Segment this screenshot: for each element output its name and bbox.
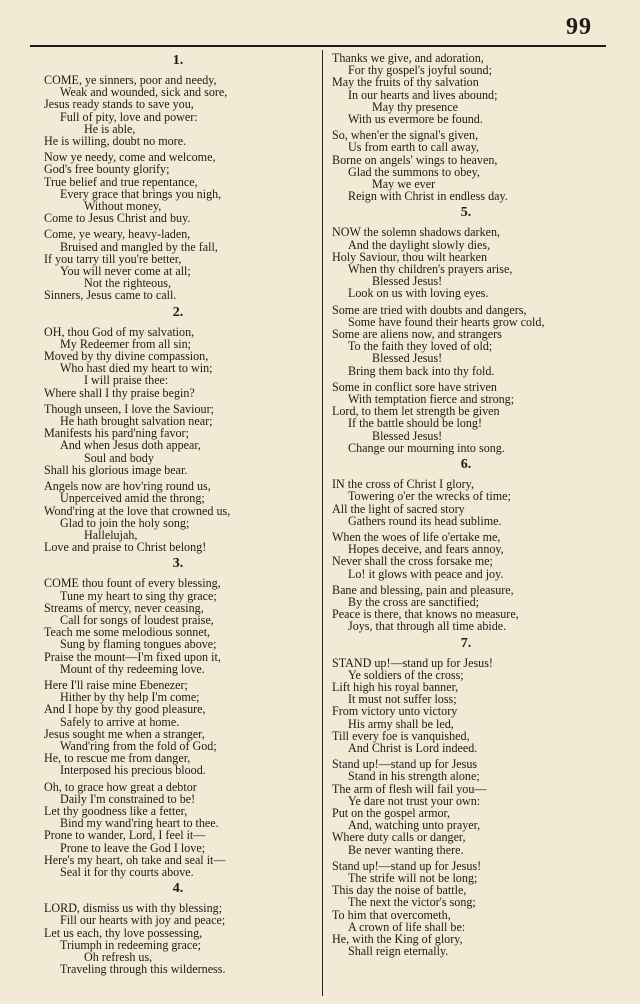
- hymn-line: Stand in his strength alone;: [348, 769, 480, 784]
- hymn-line: And, watching unto prayer,: [348, 818, 481, 833]
- hymn-line: Oh, to grace how great a debtor: [44, 779, 197, 794]
- hymn-line: Glad to join the holy song;: [60, 515, 190, 530]
- hymn-line: Bane and blessing, pain and pleasure,: [332, 582, 514, 597]
- hymn-line: May thy presence: [372, 99, 458, 114]
- hymn-line: Blessed Jesus!: [372, 351, 443, 366]
- hymn-line: He is willing, doubt no more.: [44, 134, 187, 149]
- stanza: [332, 860, 600, 958]
- hymn-number: 2.: [172, 304, 184, 320]
- stanza: [332, 304, 600, 377]
- hymn-line: Blessed Jesus!: [372, 428, 443, 443]
- hymn-line: May the fruits of thy salvation: [332, 75, 479, 90]
- hymn-line: Bring them back into thy fold.: [348, 363, 495, 378]
- hymn-line: Prone to leave the God I love;: [60, 840, 206, 855]
- hymn-line: Some in conflict sore have striven: [332, 379, 497, 394]
- hymn-line: COME, ye sinners, poor and needy,: [44, 73, 217, 87]
- hymn: [332, 637, 600, 958]
- hymn-line: Who hast died my heart to win;: [60, 361, 213, 376]
- hymn-line: Love and praise to Christ belong!: [44, 540, 207, 555]
- hymn-line: NOW the solemn shadows darken,: [332, 225, 501, 240]
- hymn-line: He is able,: [84, 121, 136, 136]
- hymn-line: Stand up!—stand up for Jesus!: [332, 858, 482, 873]
- hymn-line: He, with the King of glory,: [332, 932, 463, 946]
- column-divider: [322, 50, 323, 996]
- hymn: [44, 557, 312, 878]
- hymn-line: Every grace that brings you nigh,: [60, 186, 222, 201]
- hymn-number: 6.: [460, 457, 472, 473]
- hymn-line: Interposed his precious blood.: [60, 763, 206, 778]
- hymn-line: Lift high his royal banner,: [332, 679, 459, 694]
- hymn-line: STAND up!—stand up for Jesus!: [332, 655, 493, 670]
- hymn-line: Now ye needy, come and welcome,: [44, 150, 216, 165]
- page-number: 99: [566, 14, 592, 40]
- hymn-line: LORD, dismiss us with thy blessing;: [44, 901, 223, 916]
- hymn-line: Triumph in redeeming grace;: [60, 937, 201, 952]
- hymn-line: Where duty calls or danger,: [332, 830, 466, 845]
- hymn-line: And when Jesus doth appear,: [60, 438, 201, 453]
- stanza: [44, 228, 312, 301]
- hymn-line: Be never wanting there.: [348, 842, 464, 857]
- hymn-line: COME thou fount of every blessing,: [44, 576, 221, 591]
- hymn-line: Borne on angels' wings to heaven,: [332, 152, 498, 167]
- hymn-line: Oh refresh us,: [84, 950, 153, 964]
- hymn-line: From victory unto victory: [332, 704, 458, 719]
- hymn-line: Jesus sought me when a stranger,: [44, 726, 205, 741]
- hymn-line: I will praise thee:: [84, 373, 169, 388]
- hymn-line: Fill our hearts with joy and peace;: [60, 913, 226, 928]
- hymn-line: Wond'ring at the love that crowned us,: [44, 503, 231, 518]
- hymn: [44, 306, 312, 554]
- hymn-line: Glad the summons to obey,: [348, 164, 480, 179]
- hymn-number: 3.: [172, 556, 184, 572]
- hymn-line: Lord, to them let strength be given: [332, 404, 500, 419]
- hymn-line: In our hearts and lives abound;: [348, 87, 498, 102]
- hymn-line: Seal it for thy courts above.: [60, 864, 194, 879]
- stanza: [44, 902, 312, 975]
- left-column: [44, 52, 312, 994]
- hymn-line: His army shall be led,: [348, 716, 454, 731]
- hymn-line: Gathers round its head sublime.: [348, 513, 502, 528]
- hymn-line: Angels now are hov'ring round us,: [44, 479, 211, 494]
- stanza: [332, 758, 600, 856]
- hymn-line: Weak and wounded, sick and sore,: [60, 85, 228, 100]
- hymn-line: Look on us with loving eyes.: [348, 286, 489, 301]
- hymn-number: 5.: [460, 205, 472, 221]
- hymn-line: Praise the mount—I'm fixed upon it,: [44, 649, 221, 664]
- hymn-line: True belief and true repentance,: [44, 174, 198, 189]
- hymn-line: A crown of life shall be:: [348, 919, 466, 934]
- hymn-line: The arm of flesh will fail you—: [332, 781, 487, 796]
- hymn-line: You will never come at all;: [60, 264, 191, 279]
- stanza: [44, 74, 312, 147]
- stanza: [332, 478, 600, 527]
- hymn-line: By the cross are sanctified;: [348, 594, 479, 609]
- hymn-line: Joys, that through all time abide.: [348, 619, 507, 634]
- hymn-line: For thy gospel's joyful sound;: [348, 63, 492, 78]
- hymn-line: It must not suffer loss;: [348, 692, 457, 707]
- hymn-line: Teach me some melodious sonnet,: [44, 625, 211, 640]
- hymn-line: To him that overcometh,: [332, 907, 451, 922]
- hymn-line: Till every foe is vanquished,: [332, 728, 470, 743]
- hymn-line: Tune my heart to sing thy grace;: [60, 588, 217, 603]
- hymn-line: God's free bounty glorify;: [44, 162, 170, 177]
- hymn-line: Bind my wand'ring heart to thee.: [60, 816, 219, 831]
- hymn-line: Let us each, thy love possessing,: [44, 925, 203, 940]
- hymn-line: IN the cross of Christ I glory,: [332, 477, 474, 492]
- hymn-line: Full of pity, love and power:: [60, 109, 198, 124]
- hymn: [44, 54, 312, 302]
- hymn-line: Never shall the cross forsake me;: [332, 554, 493, 569]
- hymn-line: Come, ye weary, heavy-laden,: [44, 227, 191, 242]
- hymn-line: And Christ is Lord indeed.: [348, 740, 478, 755]
- hymn-line: Moved by thy divine compassion,: [44, 349, 209, 364]
- hymn-line: Safely to arrive at home.: [60, 714, 180, 729]
- hymn: [332, 458, 600, 632]
- hymn-number: 4.: [172, 881, 184, 897]
- hymn-line: OH, thou God of my salvation,: [44, 324, 195, 339]
- stanza: [44, 781, 312, 879]
- stanza: [44, 403, 312, 476]
- hymn-line: Streams of mercy, never ceasing,: [44, 600, 204, 615]
- hymn-line: Stand up!—stand up for Jesus: [332, 757, 478, 772]
- stanza: [44, 679, 312, 777]
- hymn-number: 7.: [460, 635, 472, 651]
- header-rule: [30, 45, 606, 47]
- hymn-line: Thanks we give, and adoration,: [332, 51, 484, 65]
- hymn-line: If you tarry till you're better,: [44, 251, 182, 266]
- hymn-line: Bruised and mangled by the fall,: [60, 239, 218, 254]
- hymn: [332, 206, 600, 454]
- stanza: [332, 226, 600, 299]
- hymn-line: Holy Saviour, thou wilt hearken: [332, 249, 488, 264]
- hymn-line: Come to Jesus Christ and buy.: [44, 211, 191, 226]
- hymn-line: With us evermore be found.: [348, 112, 483, 127]
- hymn-line: This day the noise of battle,: [332, 883, 467, 898]
- hymn-line: With temptation fierce and strong;: [348, 392, 515, 407]
- stanza: [44, 577, 312, 675]
- hymn-line: Peace is there, that knows no measure,: [332, 607, 519, 622]
- hymn-line: So, when'er the signal's given,: [332, 128, 479, 143]
- hymn-line: To the faith they loved of old;: [348, 339, 493, 354]
- hymn-line: Hither by thy help I'm come;: [60, 690, 200, 705]
- hymn-line: When the woes of life o'ertake me,: [332, 529, 501, 544]
- hymn-line: Sinners, Jesus came to call.: [44, 288, 177, 303]
- stanza: [332, 52, 600, 125]
- hymn-line: Jesus ready stands to save you,: [44, 97, 194, 112]
- hymn-line: Reign with Christ in endless day.: [348, 189, 508, 204]
- hymn-line: Soul and body: [84, 450, 154, 465]
- stanza: [44, 480, 312, 553]
- hymn-line: Wand'ring from the fold of God;: [60, 738, 217, 753]
- hymn-line: Not the righteous,: [84, 276, 171, 291]
- hymn-line: Some are aliens now, and strangers: [332, 327, 502, 342]
- hymn-line: Let thy goodness like a fetter,: [44, 803, 188, 818]
- hymn-line: Hopes deceive, and fears annoy,: [348, 542, 504, 557]
- stanza: [332, 531, 600, 580]
- hymn-line: Some have found their hearts grow cold,: [348, 314, 545, 329]
- hymn-line: Call for songs of loudest praise,: [60, 612, 214, 627]
- hymn-line: Blessed Jesus!: [372, 274, 443, 289]
- hymn-line: Here's my heart, oh take and seal it—: [44, 852, 226, 867]
- hymn-line: Towering o'er the wrecks of time;: [348, 489, 511, 504]
- hymn-line: My Redeemer from all sin;: [60, 336, 191, 351]
- hymn-line: Change our mourning into song.: [348, 440, 505, 455]
- hymn-line: The next the victor's song;: [348, 895, 476, 910]
- right-column: [332, 52, 600, 994]
- hymn-line: Sung by flaming tongues above;: [60, 637, 217, 652]
- hymn-line: Some are tried with doubts and dangers,: [332, 302, 527, 317]
- hymn-line: All the light of sacred story: [332, 501, 465, 516]
- hymn-line: Traveling through this wilderness.: [60, 962, 226, 977]
- hymn-line: And the daylight slowly dies,: [348, 237, 491, 252]
- hymn-line: Shall his glorious image bear.: [44, 462, 188, 477]
- hymn-line: If the battle should be long!: [348, 416, 483, 431]
- hymn-line: Ye soldiers of the cross;: [348, 667, 464, 682]
- hymn-line: Though unseen, I love the Saviour;: [44, 401, 214, 416]
- hymn-line: Daily I'm constrained to be!: [60, 791, 196, 806]
- stanza: [44, 151, 312, 224]
- hymn-line: And I hope by thy good pleasure,: [44, 702, 206, 717]
- hymn-line: Shall reign eternally.: [348, 944, 449, 959]
- stanza: [44, 326, 312, 399]
- stanza: [332, 584, 600, 633]
- hymn-line: Here I'll raise mine Ebenezer;: [44, 677, 188, 692]
- hymn-line: He hath brought salvation near;: [60, 414, 213, 429]
- hymn-line: May we ever: [372, 177, 436, 192]
- stanza: [332, 381, 600, 454]
- hymn: [332, 52, 600, 202]
- hymn-line: He, to rescue me from danger,: [44, 751, 191, 766]
- hymn-line: When thy children's prayers arise,: [348, 262, 513, 277]
- hymn-line: Hallelujah,: [84, 527, 138, 542]
- hymn-line: Mount of thy redeeming love.: [60, 661, 205, 676]
- hymn-line: Unperceived amid the throng;: [60, 491, 205, 506]
- hymn-line: Without money,: [84, 199, 162, 214]
- hymn-line: Lo! it glows with peace and joy.: [348, 566, 504, 581]
- hymn-line: Manifests his pard'ning favor;: [44, 426, 189, 441]
- hymn-line: Ye dare not trust your own:: [348, 793, 481, 808]
- hymn-line: The strife will not be long;: [348, 870, 478, 885]
- stanza: [332, 129, 600, 202]
- hymn-number: 1.: [172, 53, 184, 68]
- hymn-line: Put on the gospel armor,: [332, 805, 451, 820]
- hymn-line: Where shall I thy praise begin?: [44, 385, 195, 400]
- hymn-line: Us from earth to call away,: [348, 140, 479, 155]
- hymn: [44, 882, 312, 975]
- hymn-line: Prone to wander, Lord, I feel it—: [44, 828, 206, 843]
- stanza: [332, 657, 600, 755]
